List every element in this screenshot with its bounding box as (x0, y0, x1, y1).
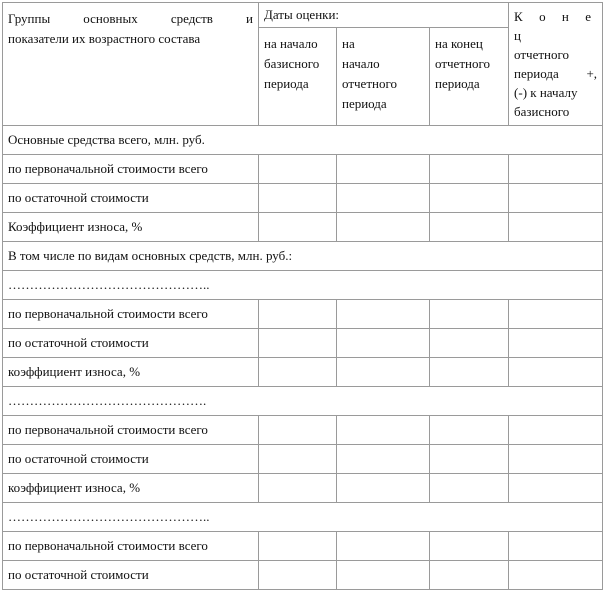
value-change-cell[interactable] (509, 474, 603, 503)
header-asset-groups-line1: Группы основных средств и (8, 11, 253, 26)
fixed-assets-table (2, 2, 603, 590)
table-row (3, 329, 603, 358)
value-change-cell[interactable] (509, 416, 603, 445)
value-report-start-cell[interactable] (337, 561, 430, 590)
table-row (3, 474, 603, 503)
value-base-start-cell[interactable] (259, 445, 337, 474)
value-change-cell[interactable] (509, 213, 603, 242)
value-change-cell[interactable] (509, 300, 603, 329)
value-base-start-cell[interactable] (259, 416, 337, 445)
row-label: коэффициент износа, % (3, 474, 259, 503)
row-label: по остаточной стоимости (3, 184, 259, 213)
value-report-start-cell[interactable] (337, 329, 430, 358)
value-change-cell[interactable] (509, 358, 603, 387)
header-report-end (430, 28, 509, 126)
value-base-start-cell[interactable] (259, 300, 337, 329)
value-report-end-cell[interactable] (430, 445, 509, 474)
section-label: ……………………………………….. (3, 271, 603, 300)
header-asset-groups-line2: показатели их возрастного состава (8, 31, 201, 46)
header-base-start-line2: базисного (264, 56, 320, 71)
value-change-cell[interactable] (509, 184, 603, 213)
row-label: по остаточной стоимости (3, 561, 259, 590)
row-label: по остаточной стоимости (3, 329, 259, 358)
header-asset-groups (3, 3, 259, 126)
value-report-end-cell[interactable] (430, 184, 509, 213)
header-change-line1: К о н е ц (514, 9, 598, 43)
value-report-start-cell[interactable] (337, 445, 430, 474)
value-base-start-cell[interactable] (259, 532, 337, 561)
row-label: коэффициент износа, % (3, 358, 259, 387)
row-label: по первоначальной стоимости всего (3, 532, 259, 561)
header-change-line3: периода +, (514, 66, 598, 81)
value-report-end-cell[interactable] (430, 213, 509, 242)
table-row (3, 155, 603, 184)
section-label: ……………………………………….. (3, 503, 603, 532)
value-report-end-cell[interactable] (430, 532, 509, 561)
value-change-cell[interactable] (509, 329, 603, 358)
row-label: Коэффициент износа, % (3, 213, 259, 242)
value-report-end-cell[interactable] (430, 329, 509, 358)
table-row (3, 184, 603, 213)
header-report-start-line3: отчетного (342, 76, 397, 91)
header-report-start-line2: начало (342, 56, 380, 71)
value-report-end-cell[interactable] (430, 416, 509, 445)
header-report-start-line1: на (342, 36, 355, 51)
value-report-start-cell[interactable] (337, 532, 430, 561)
value-base-start-cell[interactable] (259, 213, 337, 242)
header-valuation-dates: Даты оценки: (259, 3, 509, 28)
value-report-end-cell[interactable] (430, 474, 509, 503)
value-change-cell[interactable] (509, 561, 603, 590)
value-base-start-cell[interactable] (259, 329, 337, 358)
value-report-start-cell[interactable] (337, 358, 430, 387)
value-change-cell[interactable] (509, 532, 603, 561)
header-change-line2: отчетного (514, 47, 569, 62)
section-label: В том числе по видам основных средств, млн. руб.: (3, 242, 603, 271)
section-row (3, 271, 603, 300)
section-label: ………………………………………. (3, 387, 603, 416)
header-change-line5: базисного (514, 104, 570, 119)
section-row (3, 126, 603, 155)
section-row (3, 242, 603, 271)
section-label: Основные средства всего, млн. руб. (3, 126, 603, 155)
table-row (3, 561, 603, 590)
header-report-start (337, 28, 430, 126)
table-row (3, 358, 603, 387)
section-row (3, 387, 603, 416)
header-base-start-line3: периода (264, 76, 309, 91)
value-report-end-cell[interactable] (430, 300, 509, 329)
header-base-start-line1: на начало (264, 36, 318, 51)
value-base-start-cell[interactable] (259, 561, 337, 590)
row-label: по первоначальной стоимости всего (3, 155, 259, 184)
value-base-start-cell[interactable] (259, 184, 337, 213)
table-row (3, 532, 603, 561)
value-change-cell[interactable] (509, 445, 603, 474)
value-base-start-cell[interactable] (259, 155, 337, 184)
value-report-start-cell[interactable] (337, 184, 430, 213)
header-report-end-line2: отчетного (435, 56, 490, 71)
row-label: по первоначальной стоимости всего (3, 300, 259, 329)
value-report-start-cell[interactable] (337, 474, 430, 503)
table-row (3, 445, 603, 474)
value-report-end-cell[interactable] (430, 155, 509, 184)
value-report-end-cell[interactable] (430, 358, 509, 387)
header-change-line4: (-) к началу (514, 85, 578, 100)
value-report-start-cell[interactable] (337, 300, 430, 329)
header-report-end-line1: на конец (435, 36, 483, 51)
row-label: по первоначальной стоимости всего (3, 416, 259, 445)
value-base-start-cell[interactable] (259, 358, 337, 387)
table-row (3, 213, 603, 242)
header-change (509, 3, 603, 126)
value-report-end-cell[interactable] (430, 561, 509, 590)
table-row (3, 300, 603, 329)
value-report-start-cell[interactable] (337, 213, 430, 242)
value-base-start-cell[interactable] (259, 474, 337, 503)
header-report-end-line3: периода (435, 76, 480, 91)
value-report-start-cell[interactable] (337, 416, 430, 445)
value-change-cell[interactable] (509, 155, 603, 184)
row-label: по остаточной стоимости (3, 445, 259, 474)
header-base-start (259, 28, 337, 126)
header-report-start-line4: периода (342, 96, 387, 111)
table-row (3, 416, 603, 445)
section-row (3, 503, 603, 532)
value-report-start-cell[interactable] (337, 155, 430, 184)
